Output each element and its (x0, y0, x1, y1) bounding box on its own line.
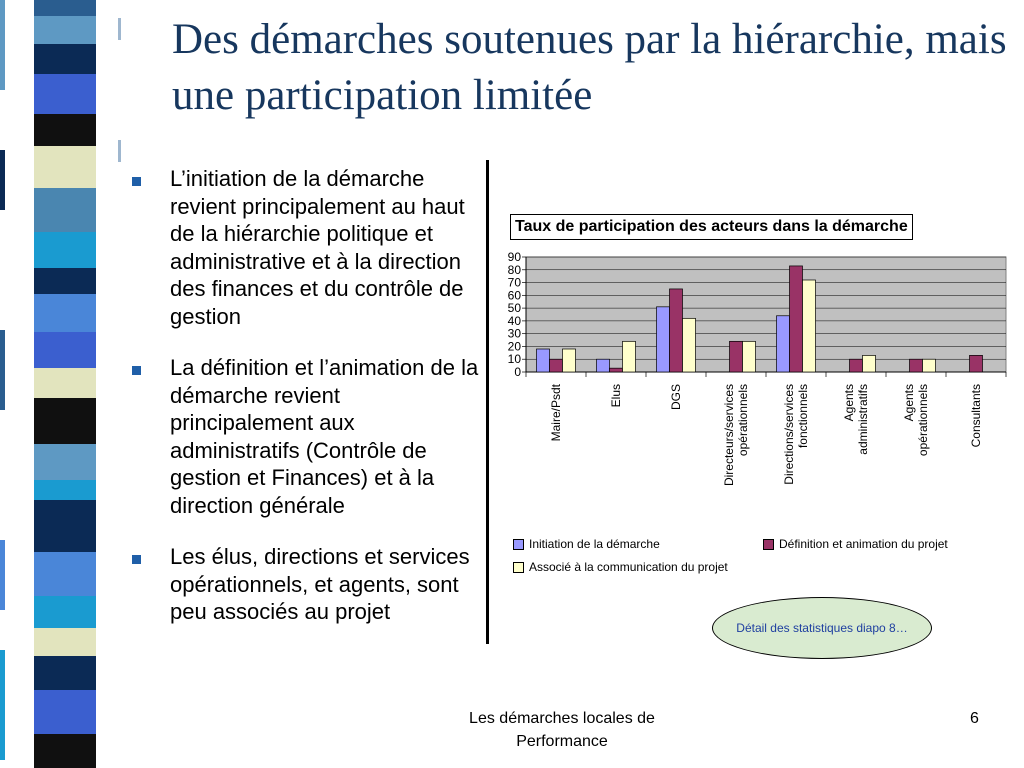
stripe-block (34, 74, 96, 114)
bar (597, 359, 610, 372)
stripe-block (34, 444, 96, 480)
bar (970, 355, 983, 372)
legend-label: Associé à la communication du projet (529, 560, 728, 574)
stripe-block (34, 596, 96, 628)
bar (610, 368, 623, 372)
x-tick-label: administratifs (856, 384, 870, 455)
bar (850, 359, 863, 372)
bullet-marker-icon (132, 555, 141, 564)
stripe-block (34, 398, 96, 444)
stripe-block (34, 0, 96, 16)
bullet-text: L’initiation de la démarche revient principalement au haut de la hiérarchie politique et administrative et à la direction des finances et du contrôle de gestion (170, 166, 465, 329)
y-tick-label: 80 (507, 262, 521, 277)
stripe-block (34, 16, 96, 44)
x-tick-label: Directeurs/services (722, 384, 736, 487)
stripe-block (0, 0, 5, 90)
stripe-block (34, 656, 96, 690)
link-label: Détail des statistiques diapo 8… (736, 621, 908, 635)
decorative-stripe (0, 0, 120, 768)
bullet-text: La définition et l’animation de la démarche revient principalement aux administratifs (Contrôle de gestion et Finances) et à la direction générale (170, 355, 479, 518)
bullet-item (128, 354, 480, 519)
bar (743, 341, 756, 372)
stripe-block (34, 268, 96, 294)
participation-chart (496, 248, 1016, 528)
legend-item (513, 560, 728, 574)
x-tick-label: DGS (669, 384, 683, 411)
y-tick-label: 50 (507, 301, 521, 316)
x-tick-label: Consultants (969, 384, 983, 448)
footer-text: Les démarches locales de Performance (469, 710, 655, 750)
stripe-block (0, 650, 5, 760)
legend-label: Initiation de la démarche (529, 537, 660, 551)
stripe-block (34, 44, 96, 74)
bar (683, 318, 696, 372)
bar (730, 341, 743, 372)
title-accent (118, 140, 121, 162)
bar (563, 349, 576, 372)
x-tick-label: Elus (609, 384, 623, 408)
y-tick-label: 20 (507, 339, 521, 354)
bullet-marker-icon (132, 177, 141, 186)
bar (863, 355, 876, 372)
bar (803, 280, 816, 372)
x-tick-label: opérationnels (916, 384, 930, 457)
x-tick-label: Maire/Psdt (549, 384, 563, 442)
y-tick-label: 0 (514, 365, 521, 379)
stripe-block (0, 540, 5, 610)
y-tick-label: 90 (507, 250, 521, 264)
legend-swatch-icon (513, 539, 524, 550)
divider-line (486, 160, 489, 644)
legend-item (513, 537, 660, 551)
stripe-block (34, 500, 96, 552)
legend-swatch-icon (763, 539, 774, 550)
stripe-block (0, 330, 5, 410)
bar (790, 266, 803, 372)
plot-area (526, 257, 1006, 372)
stripe-block (34, 734, 96, 768)
stripe-block (34, 188, 96, 232)
bullet-item (128, 543, 480, 626)
stripe-block (34, 628, 96, 656)
bar (910, 359, 923, 372)
bar (670, 289, 683, 372)
stripe-block (34, 232, 96, 268)
bullet-list (128, 165, 480, 650)
stripe-block (34, 332, 96, 368)
stripe-block (34, 552, 96, 596)
statistics-detail-link[interactable] (712, 597, 932, 659)
stripe-block (34, 114, 96, 146)
bar (923, 359, 936, 372)
stripe-block (34, 146, 96, 188)
bar (657, 307, 670, 372)
bar (537, 349, 550, 372)
bar (550, 359, 563, 372)
bar (623, 341, 636, 372)
y-tick-label: 70 (507, 275, 521, 290)
stripe-block (0, 150, 5, 210)
x-tick-label: opérationnels (736, 384, 750, 457)
stripe-block (34, 294, 96, 332)
page-number: 6 (970, 710, 979, 727)
y-tick-label: 40 (507, 313, 521, 328)
x-tick-label: Agents (842, 384, 856, 422)
bar (777, 316, 790, 372)
y-tick-label: 30 (507, 326, 521, 341)
legend-label: Définition et animation du projet (779, 537, 948, 551)
y-tick-label: 60 (507, 288, 521, 303)
title-accent (118, 18, 121, 40)
bullet-marker-icon (132, 366, 141, 375)
stripe-block (34, 368, 96, 398)
legend-swatch-icon (513, 562, 524, 573)
x-tick-label: fonctionnels (796, 384, 810, 449)
legend-item (763, 537, 948, 551)
x-tick-label: Agents (902, 384, 916, 422)
slide-title: Des démarches soutenues par la hiérarchie, mais une participation limitée (172, 16, 1007, 119)
y-tick-label: 10 (507, 352, 521, 367)
bullet-item (128, 165, 480, 330)
stripe-block (34, 690, 96, 734)
chart-title: Taux de participation des acteurs dans la démarche (510, 214, 913, 240)
x-tick-label: Directions/services (782, 384, 796, 485)
bullet-text: Les élus, directions et services opérationnels, et agents, sont peu associés au projet (170, 544, 470, 624)
stripe-block (34, 480, 96, 500)
